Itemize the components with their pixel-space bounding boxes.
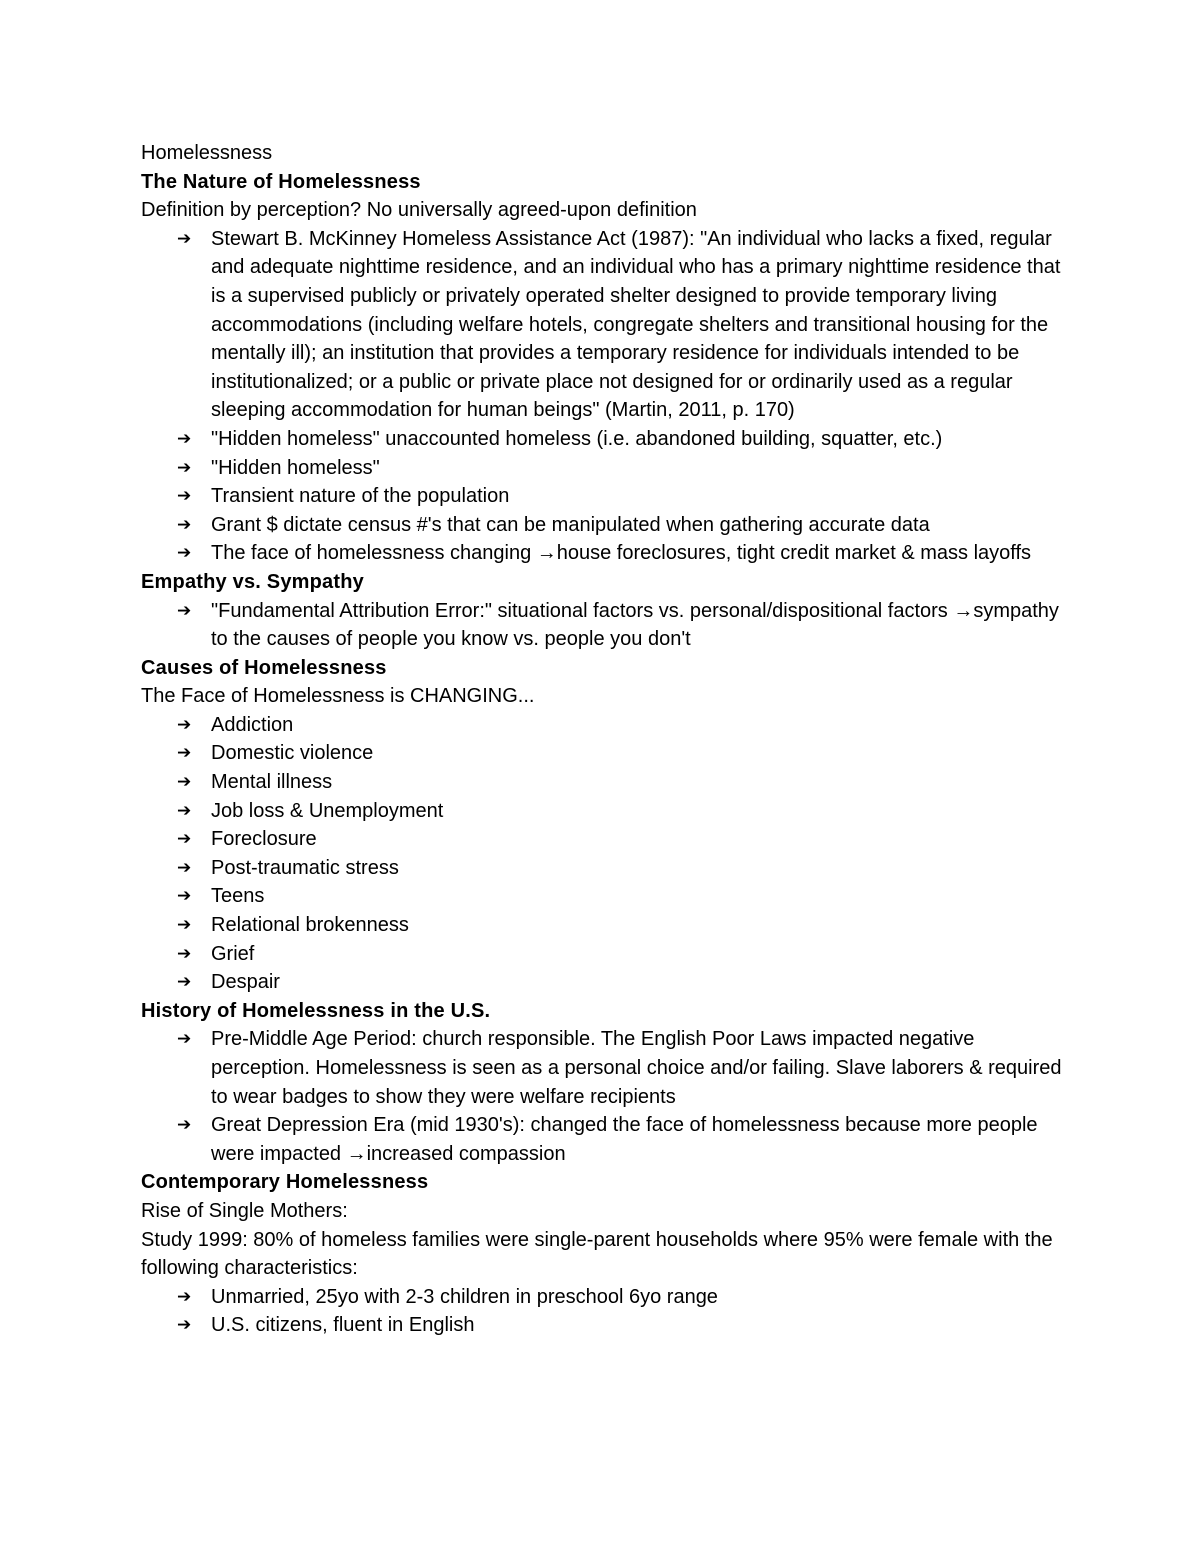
section-heading-empathy: Empathy vs. Sympathy bbox=[141, 570, 364, 593]
arrow-bullet-icon: ➔ bbox=[177, 228, 192, 249]
arrow-bullet-icon: ➔ bbox=[177, 886, 192, 907]
section-heading-history: History of Homelessness in the U.S. bbox=[141, 999, 491, 1022]
arrow-bullet-icon: ➔ bbox=[177, 486, 192, 507]
arrow-bullet-icon: ➔ bbox=[177, 1286, 192, 1307]
arrow-bullet-icon: ➔ bbox=[177, 857, 192, 878]
arrow-bullet-icon: ➔ bbox=[177, 600, 192, 621]
history-bullet-list bbox=[141, 1025, 1071, 1168]
list-item: ➔ Mental illness bbox=[141, 768, 1071, 797]
arrow-bullet-icon: ➔ bbox=[177, 915, 192, 936]
contemporary-bullet-list bbox=[141, 1283, 1071, 1340]
causes-bullet-list bbox=[141, 711, 1071, 997]
list-item: ➔ U.S. citizens, fluent in English bbox=[141, 1311, 1071, 1340]
list-item: ➔ Grant $ dictate census #'s that can be manipulated when gathering accurate data bbox=[141, 511, 1071, 540]
arrow-bullet-icon: ➔ bbox=[177, 1115, 192, 1136]
list-item: ➔ Relational brokenness bbox=[141, 911, 1071, 940]
document-page bbox=[141, 139, 1071, 1340]
list-item: ➔ Addiction bbox=[141, 711, 1071, 740]
section-heading-nature: The Nature of Homelessness bbox=[141, 170, 421, 193]
nature-intro: Definition by perception? No universally agreed-upon definition bbox=[141, 199, 697, 222]
list-item: ➔ Pre-Middle Age Period: church responsible. The English Poor Laws impacted negative perception. Homelessness is seen as a personal choice and/or failing. Slave laborers & required to wear badges to show they were welfare recipients bbox=[141, 1025, 1071, 1111]
arrow-bullet-icon: ➔ bbox=[177, 1029, 192, 1050]
empathy-bullet-list bbox=[141, 597, 1071, 654]
section-heading-causes: Causes of Homelessness bbox=[141, 656, 387, 679]
arrow-bullet-icon: ➔ bbox=[177, 428, 192, 449]
arrow-bullet-icon: ➔ bbox=[177, 829, 192, 850]
list-item: ➔ Job loss & Unemployment bbox=[141, 797, 1071, 826]
list-item: ➔ "Hidden homeless" bbox=[141, 454, 1071, 483]
contemporary-intro: Rise of Single Mothers: bbox=[141, 1199, 348, 1222]
list-item: ➔ Great Depression Era (mid 1930's): changed the face of homelessness because more people were impacted →increased compassion bbox=[141, 1111, 1071, 1168]
list-item: ➔ Unmarried, 25yo with 2-3 children in preschool 6yo range bbox=[141, 1283, 1071, 1312]
list-item: ➔ "Hidden homeless" unaccounted homeless (i.e. abandoned building, squatter, etc.) bbox=[141, 425, 1071, 454]
arrow-bullet-icon: ➔ bbox=[177, 943, 192, 964]
arrow-bullet-icon: ➔ bbox=[177, 800, 192, 821]
list-item: ➔ Foreclosure bbox=[141, 825, 1071, 854]
contemporary-study: Study 1999: 80% of homeless families were single-parent households where 95% were female with the following characteristics: bbox=[141, 1228, 1053, 1280]
causes-intro: The Face of Homelessness is CHANGING... bbox=[141, 685, 535, 708]
list-item: ➔ Grief bbox=[141, 940, 1071, 969]
list-item: ➔ Stewart B. McKinney Homeless Assistance Act (1987): "An individual who lacks a fixed, regular and adequate nighttime residence, and an individual who has a primary nighttime residence that is a supervised publicly or privately operated shelter designed to provide temporary living accommodations (including welfare hotels, congregate shelters and transitional housing for the mentally ill); an institution that provides a temporary residence for individuals intended to be institutionalized; or a public or private place not designed for or ordinarily used as a regular sleeping accommodation for human beings" (Martin, 2011, p. 170) bbox=[141, 225, 1071, 425]
list-item: ➔ "Fundamental Attribution Error:" situational factors vs. personal/dispositional factors →sympathy to the causes of people you know vs. people you don't bbox=[141, 597, 1071, 654]
arrow-bullet-icon: ➔ bbox=[177, 743, 192, 764]
arrow-bullet-icon: ➔ bbox=[177, 714, 192, 735]
list-item: ➔ Transient nature of the population bbox=[141, 482, 1071, 511]
list-item: ➔ Teens bbox=[141, 882, 1071, 911]
arrow-bullet-icon: ➔ bbox=[177, 772, 192, 793]
arrow-bullet-icon: ➔ bbox=[177, 514, 192, 535]
section-heading-contemporary: Contemporary Homelessness bbox=[141, 1171, 429, 1194]
list-item: ➔ The face of homelessness changing →house foreclosures, tight credit market & mass layoffs bbox=[141, 539, 1071, 568]
list-item: ➔ Domestic violence bbox=[141, 739, 1071, 768]
arrow-bullet-icon: ➔ bbox=[177, 457, 192, 478]
list-item: ➔ Despair bbox=[141, 968, 1071, 997]
document-title: Homelessness bbox=[141, 142, 273, 164]
nature-bullet-list bbox=[141, 225, 1071, 568]
arrow-bullet-icon: ➔ bbox=[177, 972, 192, 993]
list-item: ➔ Post-traumatic stress bbox=[141, 854, 1071, 883]
arrow-bullet-icon: ➔ bbox=[177, 1315, 192, 1336]
arrow-bullet-icon: ➔ bbox=[177, 543, 192, 564]
